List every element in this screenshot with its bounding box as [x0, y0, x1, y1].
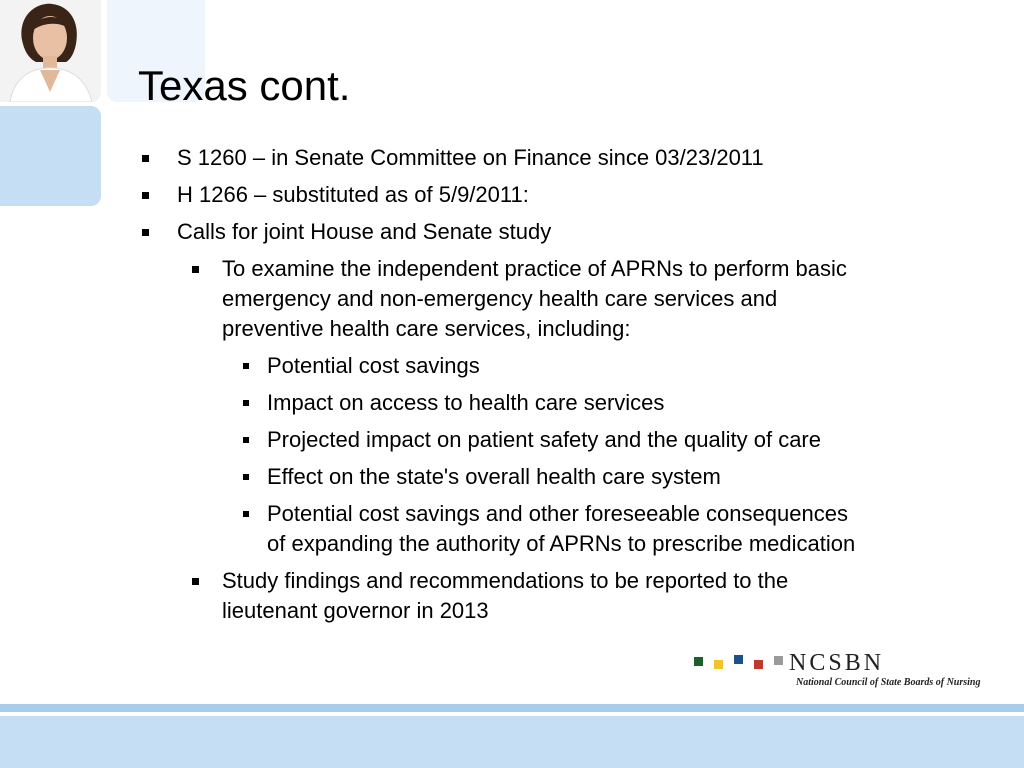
logo-name: NCSBN: [789, 650, 885, 676]
ncsbn-logo: [692, 652, 992, 696]
bullet-text-level-3: of expanding the authority of APRNs to prescribe medication: [267, 531, 856, 556]
footer-stripe: [0, 704, 1024, 712]
footer-band: [0, 716, 1024, 768]
bullet-text-level-2: lieutenant governor in 2013: [222, 598, 489, 623]
logo-square: [714, 660, 723, 669]
bullet-text-level-1: Calls for joint House and Senate study: [177, 219, 552, 244]
bullet-text-level-2: Study findings and recommendations to be reported to the: [222, 568, 789, 593]
woman-portrait-image: [0, 0, 101, 102]
bullet-marker: [142, 192, 149, 199]
bullet-text-level-3: Projected impact on patient safety and the quality of care: [267, 427, 821, 452]
bullet-marker: [192, 578, 199, 585]
bullet-text-level-1: S 1260 – in Senate Committee on Finance since 03/23/2011: [177, 145, 764, 170]
logo-square: [774, 656, 783, 665]
bullet-marker: [243, 400, 249, 406]
decorative-tile-blue: [0, 106, 101, 206]
slide-title: Texas cont.: [138, 62, 351, 109]
bullet-marker: [142, 229, 149, 236]
bullet-text-level-2: emergency and non-emergency health care services and: [222, 286, 778, 311]
bullet-marker: [243, 437, 249, 443]
bullet-text-level-3: Impact on access to health care services: [267, 390, 665, 415]
logo-square: [754, 660, 763, 669]
logo-subtitle: National Council of State Boards of Nursing: [796, 677, 981, 688]
presenter-photo-tile: [0, 0, 101, 102]
logo-square: [694, 657, 703, 666]
bullet-text-level-2: preventive health care services, including:: [222, 316, 631, 341]
bullet-marker: [243, 511, 249, 517]
bullet-text-level-2: To examine the independent practice of APRNs to perform basic: [222, 256, 847, 281]
bullet-text-level-3: Potential cost savings and other foreseeable consequences: [267, 501, 848, 526]
logo-square: [734, 655, 743, 664]
bullet-marker: [192, 266, 199, 273]
bullet-marker: [243, 474, 249, 480]
bullet-text-level-1: H 1266 – substituted as of 5/9/2011:: [177, 182, 529, 207]
bullet-text-level-3: Effect on the state's overall health care system: [267, 464, 721, 489]
bullet-marker: [243, 363, 249, 369]
bullet-text-level-3: Potential cost savings: [267, 353, 480, 378]
bullet-marker: [142, 155, 149, 162]
